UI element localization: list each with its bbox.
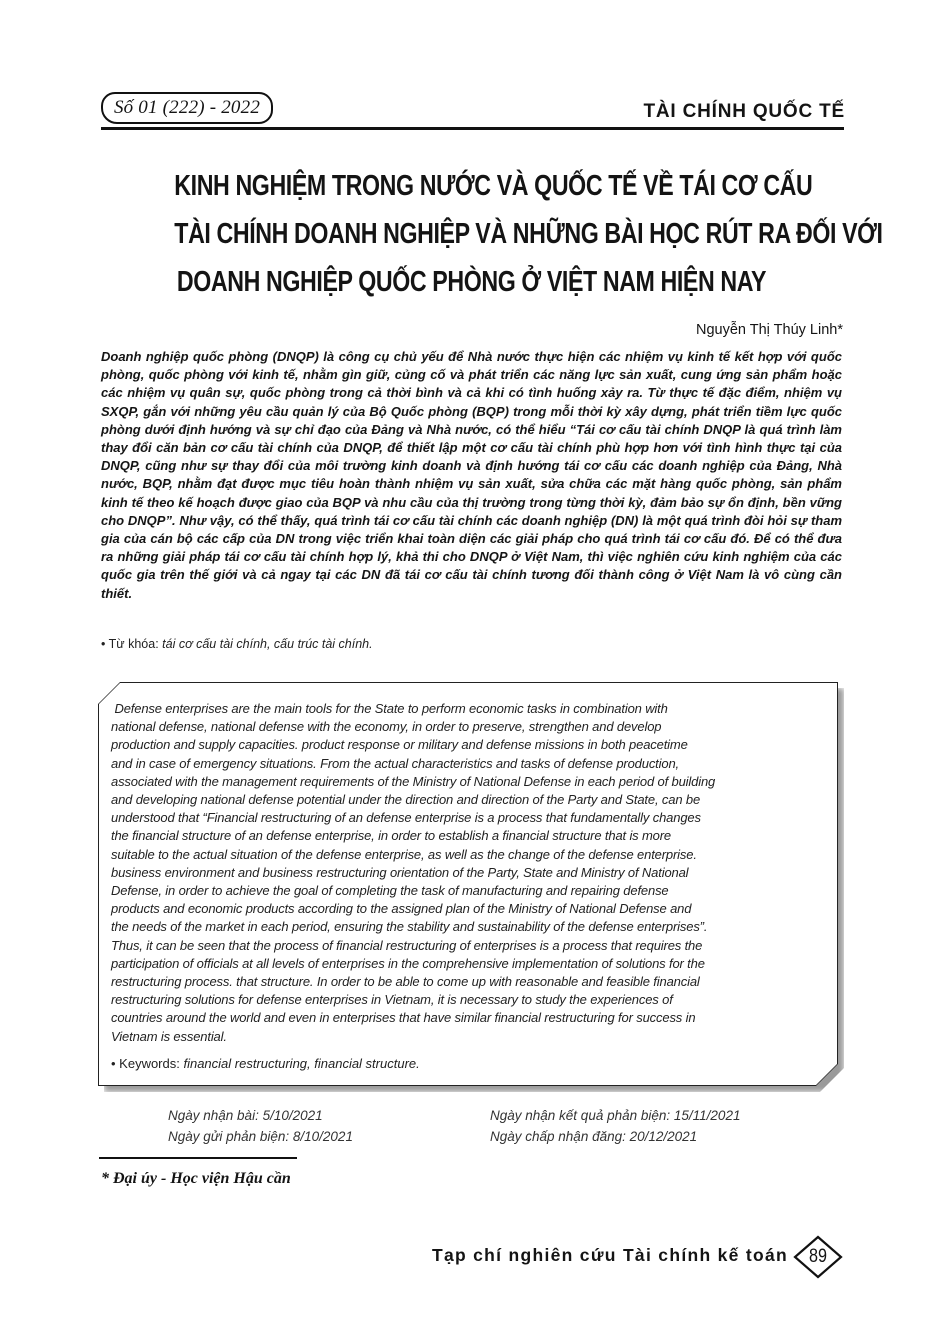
author-name: Nguyễn Thị Thúy Linh*	[696, 322, 843, 338]
keywords-vietnamese	[101, 637, 373, 651]
abstract-en-line: restructuring solutions for defense enterprises in Vietnam, it is necessary to study the experiences of	[111, 992, 673, 1008]
abstract-en-line: business environment and business restructuring orientation of the Party, State and Ministry of National	[111, 864, 689, 880]
abstract-en-line: associated with the management requirements of the Ministry of National Defense in each period of building	[111, 773, 716, 789]
author-footnote: * Đại úy - Học viện Hậu cần	[101, 1170, 291, 1187]
abstract-en-line: Vietnam is essential.	[111, 1028, 227, 1044]
footnote-divider	[99, 1157, 297, 1159]
date-received: Ngày nhận bài: 5/10/2021	[168, 1108, 323, 1123]
title-line-1: KINH NGHIỆM TRONG NƯỚC VÀ QUỐC TẾ VỀ TÁI CƠ CẤU	[174, 170, 813, 202]
abstract-en-line: national defense, national defense with the economy, in order to preserve, strengthen and develop	[111, 719, 662, 735]
abstract-en-line: and developing national defense potential under the direction and direction of the Party and State, can be	[111, 792, 701, 808]
keywords-value: financial restructuring, financial structure.	[183, 1056, 420, 1071]
abstract-en-line: suitable to the actual situation of the defense enterprise, as well as the change of the defense enterprise.	[111, 846, 697, 862]
abstract-en-line: production and supply capacities. product response or military and defense missions in both peacetime	[111, 737, 688, 753]
abstract-en-line: the needs of the market in each period, ensuring the stability and sustainability of the defense enterprises”.	[111, 919, 708, 935]
dates-right-column	[490, 1105, 740, 1147]
article-title	[100, 162, 883, 306]
keywords-label: • Keywords:	[111, 1056, 184, 1071]
dates-left-column	[168, 1105, 353, 1147]
keywords-value: tái cơ cấu tài chính, cấu trúc tài chính.	[162, 637, 373, 651]
date-accepted: Ngày chấp nhận đăng: 20/12/2021	[490, 1129, 698, 1144]
abstract-en-line: countries around the world and even in enterprises that have similar financial restructuring for success in	[111, 1010, 696, 1026]
abstract-en-line: participation of officials at all levels of enterprises in the comprehensive implementation of solutions for the	[111, 955, 705, 971]
abstract-en-line: Defense, in order to achieve the goal of completing the task of manufacturing and repairing defense	[111, 883, 669, 899]
page-number-badge	[793, 1235, 843, 1279]
title-line-2: TÀI CHÍNH DOANH NGHIỆP VÀ NHỮNG BÀI HỌC RÚT RA ĐỐI VỚI	[174, 218, 883, 250]
abstract-en-line: and in case of emergency situations. From the actual characteristics and tasks of defense production,	[111, 755, 679, 771]
abstract-en-line: Thus, it can be seen that the process of financial restructuring of enterprises is a process that requires the	[111, 937, 703, 953]
abstract-en-line: understood that “Financial restructuring of an defense enterprise is a process that fundamentally changes	[111, 810, 701, 826]
abstract-en-line: Defense enterprises are the main tools for the State to perform economic tasks in combination with	[111, 701, 668, 716]
abstract-en-line: restructuring process. that structure. In order to be able to come up with reasonable and feasible financial	[111, 974, 700, 990]
page-number: 89	[809, 1246, 827, 1267]
abstract-en-line: the financial structure of an defense enterprise, in order to establish a financial structure that is more	[111, 828, 672, 844]
date-review-result: Ngày nhận kết quả phản biện: 15/11/2021	[490, 1108, 741, 1123]
header-divider	[101, 127, 844, 130]
issue-badge: Số 01 (222) - 2022	[101, 92, 273, 124]
keywords-english	[111, 1056, 420, 1071]
date-sent-for-review: Ngày gửi phản biện: 8/10/2021	[168, 1129, 353, 1144]
journal-name: Tạp chí nghiên cứu Tài chính kế toán	[431, 1245, 788, 1265]
abstract-en-line: products and economic products according to the assigned plan of the Ministry of National Defense and	[111, 901, 692, 917]
keywords-label: • Từ khóa:	[101, 637, 163, 651]
abstract-vietnamese: Doanh nghiệp quốc phòng (DNQP) là công cụ chủ yếu để Nhà nước thực hiện các nhiệm vụ kinh tế kết hợp với quốc phòng, quốc phòng với kinh tế, nhằm gìn giữ, củng cố và phát triển các năng lực sản xuất, cung ứng sản phẩm hoặc các nhiệm vụ quân sự, quốc phòng trong cả thời bình và cả khi có tình huống xảy ra. Từ thực tế đặc điểm, nhiệm vụ SXQP, gắn với những yêu cầu quản lý của Bộ Quốc phòng (BQP) trong mỗi thời kỳ xây dựng, phát triển tiềm lực quốc phòng dưới định hướng và sự chỉ đạo của Đảng và Nhà nước, có thể hiểu “Tái cơ cấu tài chính DNQP là quá trình làm thay đổi căn bản cơ cấu tài chính của DNQP, để thiết lập một cơ cấu tài chính phù hợp hơn với tình hình thực tại của DNQP, cũng như sự thay đổi của môi trường kinh doanh và định hướng tái cơ cấu các doanh nghiệp của Đảng, Nhà nước, BQP, nhằm đạt được mục tiêu hoàn thành nhiệm vụ sản xuất, sửa chữa các mặt hàng quốc phòng, sản phẩm kinh tế theo kế hoạch được giao của BQP và nhu cầu của thị trường trong từng thời kỳ, đảm bảo sự ổn định, bền vững cho DNQP”. Như vậy, có thể thấy, quá trình tái cơ cấu tài chính các doanh nghiệp (DN) là một quá trình đòi hỏi sự tham gia của cán bộ các cấp của DN trong việc triển khai toàn diện các giải pháp cho quá trình tái cơ cấu đó. Để có thể đưa ra những giải pháp tái cơ cấu tài chính hợp lý, khả thi cho DNQP ở Việt Nam, thì việc nghiên cứu kinh nghiệm của các quốc gia trên thế giới và cả ngay tại các DN đã tái cơ cấu tài chính tương đối thành công ở Việt Nam là vô cùng cần thiết.	[101, 349, 842, 601]
title-line-3: DOANH NGHIỆP QUỐC PHÒNG Ở VIỆT NAM HIỆN NAY	[176, 266, 767, 298]
abstract-english	[111, 700, 823, 1046]
section-title: TÀI CHÍNH QUỐC TẾ	[643, 101, 845, 122]
